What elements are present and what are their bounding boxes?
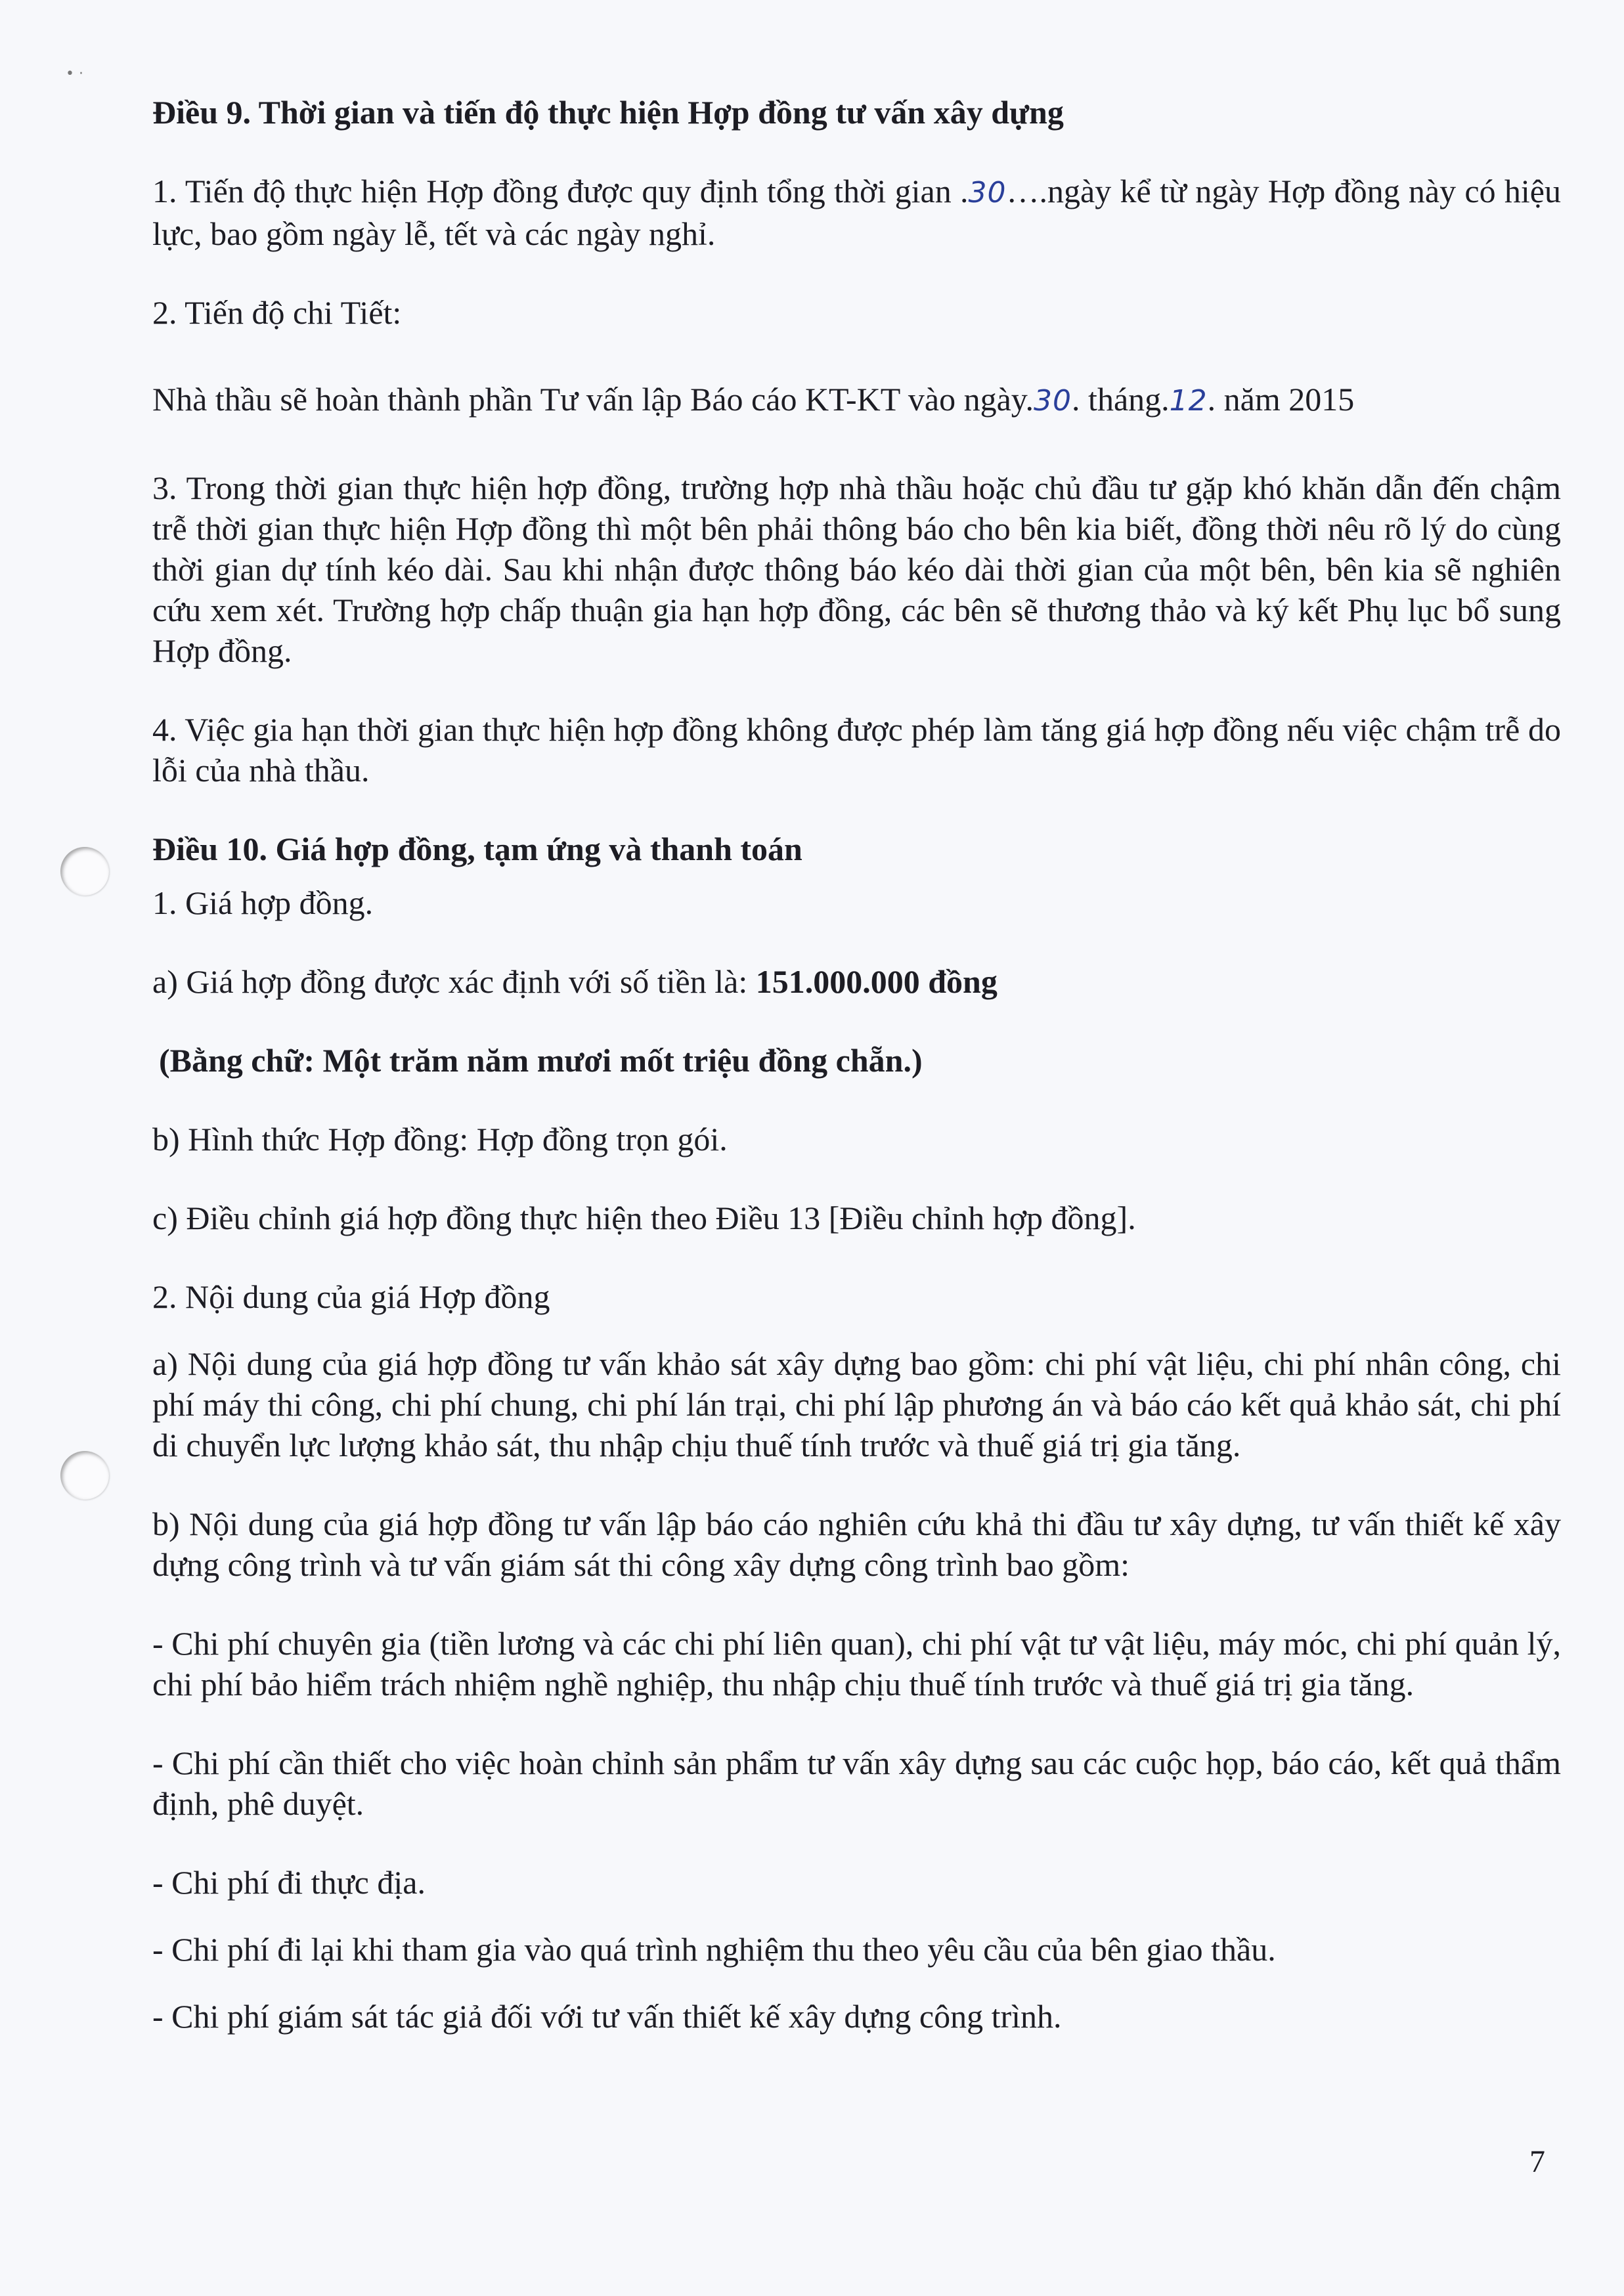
contract-form: b) Hình thức Hợp đồng: Hợp đồng trọn gói. — [152, 1121, 728, 1158]
consulting-price-content: b) Nội dung của giá hợp đồng tư vấn lập báo cáo nghiên cứu khả thi đầu tư xây dựng, tư vấn thiết kế xây dựng công trình và tư vấn giám sát thi công xây dựng công trình bao gồm: — [152, 1505, 1561, 1583]
article-10-heading: Điều 10. Giá hợp đồng, tạm ứng và thanh toán — [152, 831, 802, 867]
handwritten-month: 12 — [1169, 384, 1208, 418]
page-number: 7 — [1529, 2144, 1545, 2179]
article-10-section-1: 1. Giá hợp đồng. — [152, 884, 374, 921]
completion-text-mid: . tháng. — [1072, 381, 1170, 418]
list-item: - Chi phí giám sát tác giả đối với tư vấn thiết kế xây dựng công trình. — [152, 1998, 1062, 2035]
contract-price-in-words: (Bằng chữ: Một trăm năm mươi mốt triệu đồng chẵn.) — [159, 1042, 923, 1079]
article-10-section-2: 2. Nội dung của giá Hợp đồng — [152, 1278, 550, 1315]
contract-price-amount: 151.000.000 đồng — [755, 963, 998, 1000]
contract-price-line — [152, 961, 1561, 1002]
handwritten-days: 30 — [968, 176, 1007, 209]
article-9-clause-4: 4. Việc gia hạn thời gian thực hiện hợp đồng không được phép làm tăng giá hợp đồng nếu việc chậm trễ do lỗi của nhà thầu. — [152, 711, 1561, 789]
document-body — [152, 92, 1561, 2037]
punch-hole-bottom — [60, 1451, 109, 1500]
completion-text-after: . năm 2015 — [1207, 381, 1355, 418]
contract-price-label: a) Giá hợp đồng được xác định với số tiền là: — [152, 963, 756, 1000]
clause-1-text-before: 1. Tiến độ thực hiện Hợp đồng được quy định tổng thời gian . — [152, 173, 969, 209]
handwritten-day: 30 — [1034, 384, 1072, 418]
punch-hole-top — [60, 847, 109, 896]
price-adjustment: c) Điều chỉnh giá hợp đồng thực hiện theo Điều 13 [Điều chỉnh hợp đồng]. — [152, 1200, 1136, 1236]
list-item: - Chi phí cần thiết cho việc hoàn chỉnh sản phẩm tư vấn xây dựng sau các cuộc họp, báo cáo, kết quả thẩm định, phê duyệt. — [152, 1744, 1561, 1822]
completion-text-before: Nhà thầu sẽ hoàn thành phần Tư vấn lập Báo cáo KT-KT vào ngày. — [152, 381, 1034, 418]
list-item: - Chi phí đi thực địa. — [152, 1864, 426, 1901]
article-9-clause-2: 2. Tiến độ chi Tiết: — [152, 294, 402, 331]
list-item: - Chi phí đi lại khi tham gia vào quá trình nghiệm thu theo yêu cầu của bên giao thầu. — [152, 1931, 1276, 1968]
article-9-heading: Điều 9. Thời gian và tiến độ thực hiện Hợp đồng tư vấn xây dựng — [152, 94, 1064, 131]
completion-date-line — [152, 379, 1561, 422]
list-item: - Chi phí chuyên gia (tiền lương và các chi phí liên quan), chi phí vật tư vật liệu, máy móc, chi phí quản lý, chi phí bảo hiểm trách nhiệm nghề nghiệp, thu nhập chịu thuế tính trước và thuế giá trị gia tăng. — [152, 1625, 1561, 1702]
article-9-clause-1 — [152, 171, 1561, 254]
clause-1-text-after: ….ngày kể từ ngày Hợp đồng này có hiệu lực, bao gồm ngày lễ, tết và các ngày nghỉ. — [152, 173, 1562, 252]
scan-specks: • · — [66, 66, 83, 82]
survey-price-content: a) Nội dung của giá hợp đồng tư vấn khảo sát xây dựng bao gồm: chi phí vật liệu, chi phí nhân công, chi phí máy thi công, chi phí chung, chi phí lán trại, chi phí lập phương án và báo cáo kết quả khảo sát, chi phí di chuyển lực lượng khảo sát, thu nhập chịu thuế tính trước và thuế giá trị gia tăng. — [152, 1345, 1561, 1463]
article-9-clause-3: 3. Trong thời gian thực hiện hợp đồng, trường hợp nhà thầu hoặc chủ đầu tư gặp khó khăn dẫn đến chậm trễ thời gian thực hiện Hợp đồng thì một bên phải thông báo cho bên kia biết, đồng thời nêu rõ lý do cùng thời gian dự tính kéo dài. Sau khi nhận được thông báo kéo dài thời gian của một bên, bên kia sẽ nghiên cứu xem xét. Trường hợp chấp thuận gia hạn hợp đồng, các bên sẽ thương thảo và ký kết Phụ lục bổ sung Hợp đồng. — [152, 469, 1561, 669]
